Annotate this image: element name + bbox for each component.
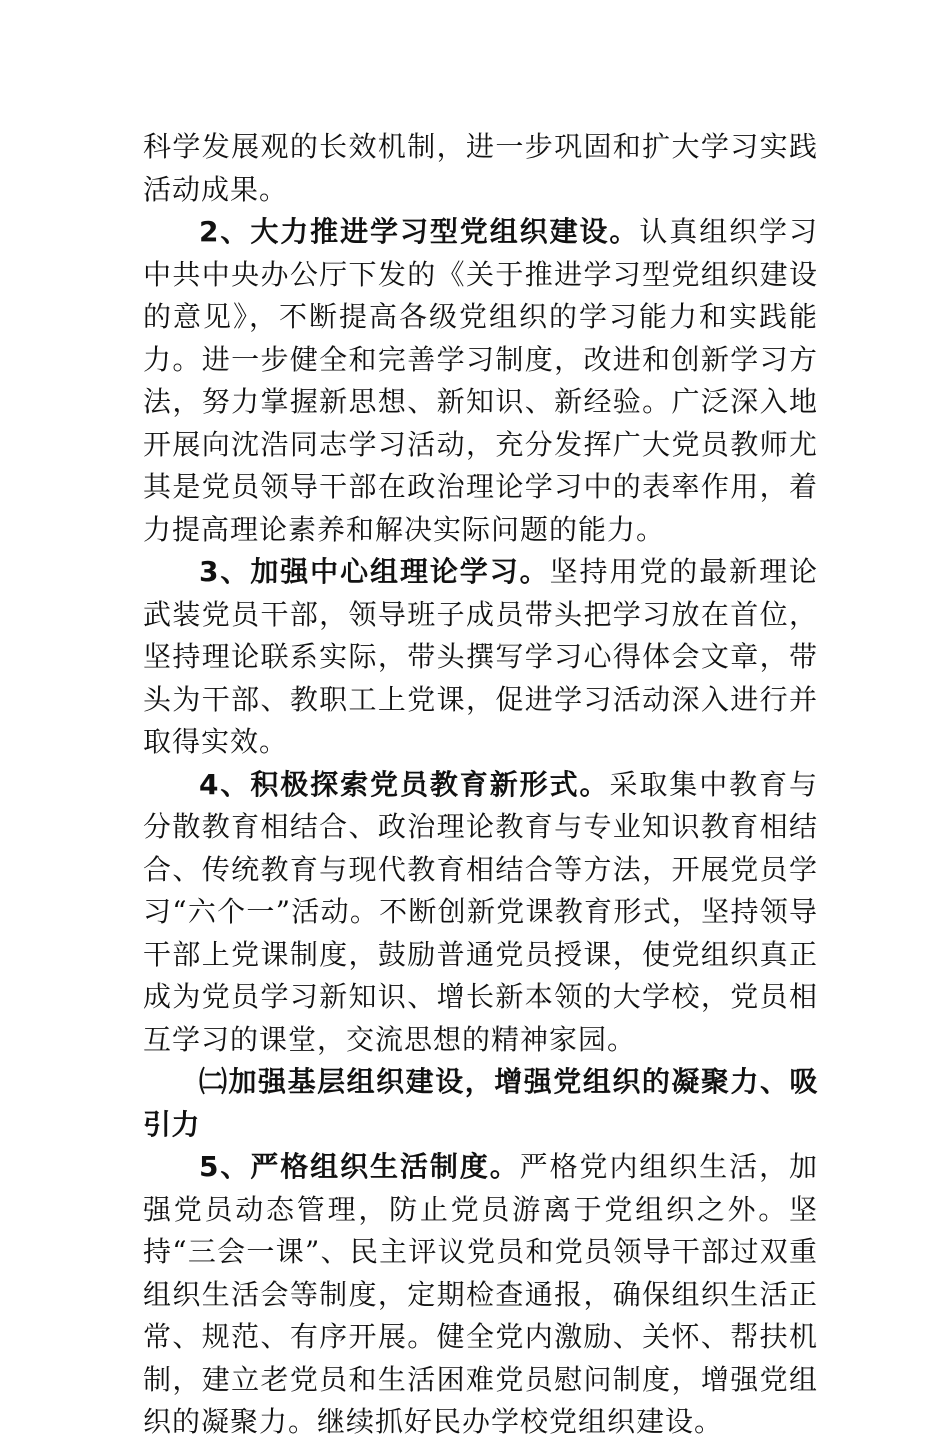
paragraph-item-3 <box>143 551 818 764</box>
paragraph-text: 认真组织学习中共中央办公厅下发的《关于推进学习型党组织建设的意见》，不断提高各级党组织的学习能力和实践能力。进一步健全和完善学习制度，改进和创新学习方法，努力掌握新思想、新知识、新经验。广泛深入地开展向沈浩同志学习活动，充分发挥广大党员教师尤其是党员领导干部在政治理论学习中的表率作用，着力提高理论素养和解决实际问题的能力。 <box>143 215 818 546</box>
item-heading: 3、加强中心组理论学习。 <box>199 555 550 588</box>
paragraph-item-4 <box>143 764 818 1062</box>
paragraph-continuation <box>143 126 818 211</box>
item-heading: 2、大力推进学习型党组织建设。 <box>199 215 640 248</box>
paragraph-item-5 <box>143 1146 818 1444</box>
paragraph-text: 坚持用党的最新理论武装党员干部，领导班子成员带头把学习放在首位，坚持理论联系实际，带头撰写学习心得体会文章，带头为干部、教职工上党课，促进学习活动深入进行并取得实效。 <box>143 555 818 758</box>
paragraph-text: 科学发展观的长效机制，进一步巩固和扩大学习实践活动成果。 <box>143 130 818 206</box>
item-heading: 4、积极探索党员教育新形式。 <box>199 767 610 801</box>
item-heading: 5、严格组织生活制度。 <box>199 1150 520 1183</box>
document-body <box>143 126 818 1444</box>
paragraph-item-2 <box>143 211 818 551</box>
paragraph-text: 采取集中教育与分散教育相结合、政治理论教育与专业知识教育相结合、传统教育与现代教育相结合等方法，开展党员学习“六个一”活动。不断创新党课教育形式，坚持领导干部上党课制度，鼓励普通党员授课，使党组织真正成为党员学习新知识、增长新本领的大学校，党员相互学习的课堂，交流思想的精神家园。 <box>143 767 818 1056</box>
paragraph-text: 严格党内组织生活，加强党员动态管理，防止党员游离于党组织之外。坚持“三会一课”、民主评议党员和党员领导干部过双重组织生活会等制度，定期检查通报，确保组织生活正常、规范、有序开展。健全党内激励、关怀、帮扶机制，建立老党员和生活困难党员慰问制度，增强党组织的凝聚力。继续抓好民办学校党组织建设。 <box>143 1150 818 1438</box>
section-heading: ㈡加强基层组织建设，增强党组织的凝聚力、吸引力 <box>143 1065 818 1141</box>
